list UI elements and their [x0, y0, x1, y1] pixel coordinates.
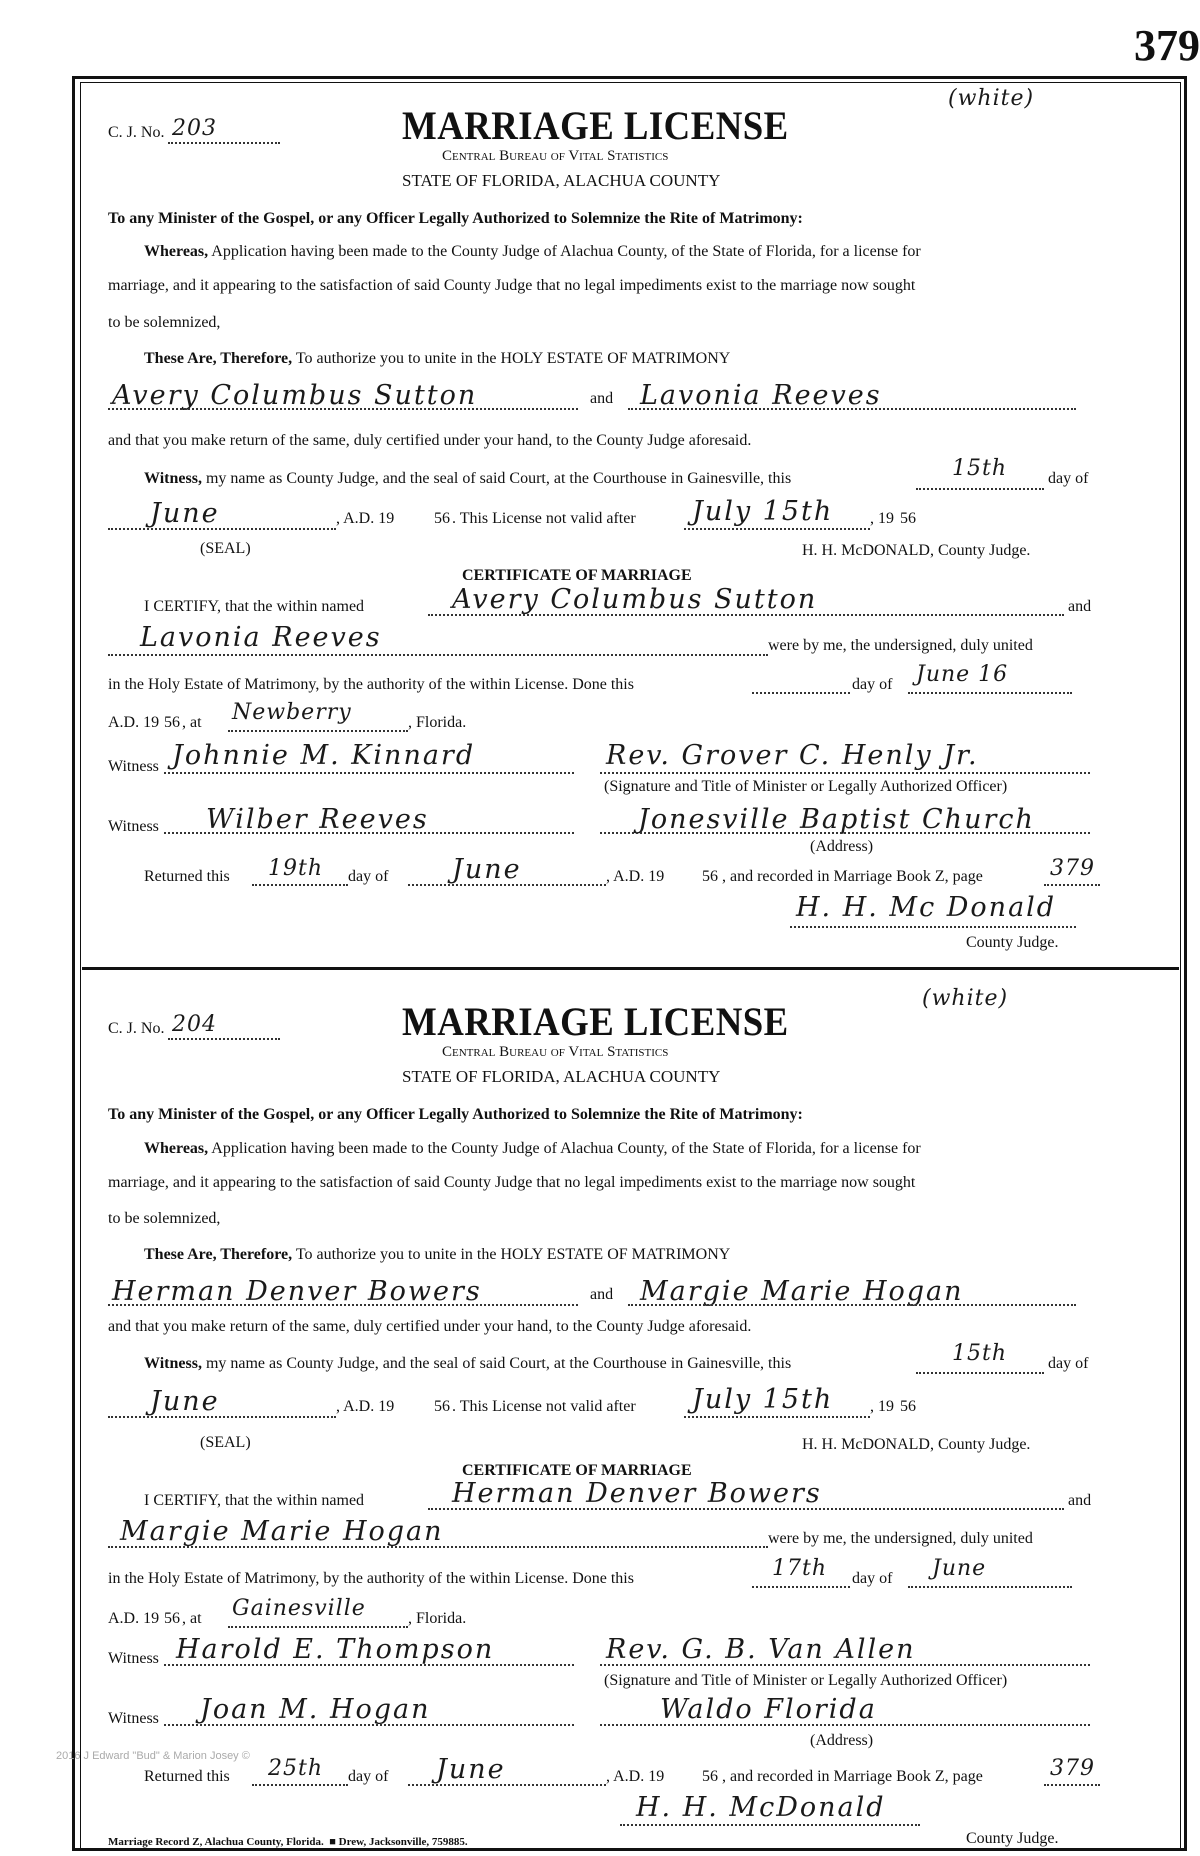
copyright-watermark: 2016 J Edward "Bud" & Marion Josey © [56, 1750, 250, 1762]
certify-label: I CERTIFY, that the within named [144, 1492, 365, 1509]
done-day-of: day of [852, 1570, 893, 1587]
and-word: and [590, 390, 614, 407]
holy-estate-line: in the Holy Estate of Matrimony, by the authority of the within License. Done this [108, 676, 634, 693]
license-title: MARRIAGE LICENSE [402, 103, 789, 148]
these-are-line: These Are, Therefore, To authorize you to unite in the HOLY ESTATE OF MATRIMONY [144, 350, 731, 367]
ad-year: 56 [434, 510, 450, 527]
witness-2-label: Witness [108, 818, 159, 835]
witness-line: Witness, my name as County Judge, and the seal of said Court, at the Courthouse in Gainesville, this [144, 470, 792, 487]
address-caption: (Address) [810, 1732, 874, 1749]
and-word-2: and [1068, 598, 1092, 615]
done-month: June [932, 1556, 987, 1581]
cj-number: 204 [172, 1012, 217, 1037]
judge-signature: H. H. Mc Donald [796, 892, 1057, 923]
license-day: 15th [952, 456, 1008, 481]
minister-signature: Rev. Grover C. Henly Jr. [606, 740, 979, 771]
recorded-prefix: , A.D. 19 [606, 1768, 665, 1785]
return-line: and that you make return of the same, duly certified under your hand, to the County Judge aforesaid. [108, 1318, 752, 1335]
address-line: To any Minister of the Gospel, or any Officer Legally Authorized to Solemnize the Rite of Matrimony: [108, 1106, 803, 1123]
whereas-line-2: marriage, and it appearing to the satisfaction of said County Judge that no legal impediments exist to the marriage now sought [108, 277, 916, 294]
signature-caption: (Signature and Title of Minister or Legally Authorized Officer) [604, 1672, 1008, 1689]
state-line: STATE OF FLORIDA, ALACHUA COUNTY [402, 171, 721, 190]
judge-name: H. H. McDONALD, County Judge. [802, 1436, 1031, 1453]
race-note: (white) [948, 86, 1035, 111]
whereas-line-1: Whereas, Application having been made to the County Judge of Alachua County, of the State of Florida, for a license for [144, 1140, 921, 1157]
expiry-year: 56 [900, 1398, 916, 1415]
ad2-year: 56 [164, 714, 180, 731]
florida-label: , Florida. [408, 1610, 467, 1627]
certify-label: I CERTIFY, that the within named [144, 598, 365, 615]
witness-1-name: Johnnie M. Kinnard [172, 740, 476, 771]
marriage-place: Gainesville [232, 1596, 366, 1621]
license-title: MARRIAGE LICENSE [402, 999, 789, 1044]
judge-name: H. H. McDONALD, County Judge. [802, 542, 1031, 559]
page-number: 379 [1134, 21, 1200, 70]
done-month: June 16 [916, 662, 1009, 687]
cert-groom-name: Avery Columbus Sutton [452, 584, 818, 615]
and-word: and [590, 1286, 614, 1303]
witness-line: Witness, my name as County Judge, and the seal of said Court, at the Courthouse in Gainesville, this [144, 1355, 792, 1372]
judge-signature: H. H. McDonald [636, 1792, 886, 1823]
not-valid-label: . This License not valid after [452, 510, 636, 527]
ad2-label: A.D. 19 [108, 1610, 160, 1627]
expiry-year-prefix: , 19 [870, 1398, 894, 1415]
cj-label: C. J. No. [108, 124, 165, 141]
recorded-text: , and recorded in Marriage Book Z, page [722, 868, 983, 885]
groom-name: Herman Denver Bowers [112, 1276, 482, 1307]
were-by-me: were by me, the undersigned, duly united [768, 637, 1033, 654]
whereas-line-1: Whereas, Application having been made to the County Judge of Alachua County, of the State of Florida, for a license for [144, 243, 921, 260]
state-line: STATE OF FLORIDA, ALACHUA COUNTY [402, 1067, 721, 1086]
florida-label: , Florida. [408, 714, 467, 731]
were-by-me: were by me, the undersigned, duly united [768, 1530, 1033, 1547]
address-line: To any Minister of the Gospel, or any Officer Legally Authorized to Solemnize the Rite of Matrimony: [108, 210, 803, 227]
county-judge-label: County Judge. [966, 1830, 1059, 1847]
recorded-year: 56 [702, 1768, 718, 1785]
day-of: day of [1048, 1355, 1089, 1372]
ad2-label: A.D. 19 [108, 714, 160, 731]
bureau-line: Central Bureau of Vital Statistics [442, 148, 669, 164]
recorded-year: 56 [702, 868, 718, 885]
expiry-year: 56 [900, 510, 916, 527]
ad-year: 56 [434, 1398, 450, 1415]
returned-month: June [436, 1754, 506, 1785]
returned-label: Returned this [144, 868, 230, 885]
cert-bride-name: Lavonia Reeves [140, 622, 382, 653]
license-month: June [150, 1386, 220, 1417]
race-note: (white) [922, 986, 1009, 1011]
expiry-year-prefix: , 19 [870, 510, 894, 527]
witness-2-name: Joan M. Hogan [200, 1694, 431, 1725]
recorded-prefix: , A.D. 19 [606, 868, 665, 885]
returned-day: 25th [268, 1756, 324, 1781]
marriage-place: Newberry [232, 700, 352, 725]
returned-day-of: day of [348, 1768, 389, 1785]
witness-2-name: Wilber Reeves [206, 804, 429, 835]
these-are-line: These Are, Therefore, To authorize you to unite in the HOLY ESTATE OF MATRIMONY [144, 1246, 731, 1263]
witness-2-label: Witness [108, 1710, 159, 1727]
done-day-of: day of [852, 676, 893, 693]
bureau-line: Central Bureau of Vital Statistics [442, 1044, 669, 1060]
witness-1-name: Harold E. Thompson [176, 1634, 495, 1665]
recorded-text: , and recorded in Marriage Book Z, page [722, 1768, 983, 1785]
ad-label: , A.D. 19 [336, 1398, 395, 1415]
minister-address: Waldo Florida [660, 1694, 877, 1725]
holy-estate-line: in the Holy Estate of Matrimony, by the authority of the within License. Done this [108, 1570, 634, 1587]
cj-label: C. J. No. [108, 1020, 165, 1037]
witness-1-label: Witness [108, 758, 159, 775]
not-valid-label: . This License not valid after [452, 1398, 636, 1415]
license-month: June [150, 498, 220, 529]
at-label: , at [182, 714, 202, 731]
returned-month: June [452, 854, 522, 885]
record-note: Marriage Record Z, Alachua County, Florida. ■ Drew, Jacksonville, 759885. [108, 1836, 468, 1848]
minister-address: Jonesville Baptist Church [638, 804, 1035, 835]
done-day: 17th [772, 1556, 828, 1581]
recorded-page: 379 [1050, 1756, 1095, 1781]
bride-name: Margie Marie Hogan [640, 1276, 964, 1307]
bride-name: Lavonia Reeves [640, 380, 882, 411]
witness-1-label: Witness [108, 1650, 159, 1667]
expiry-date: July 15th [692, 496, 834, 527]
whereas-line-3: to be solemnized, [108, 1210, 221, 1227]
cj-number: 203 [172, 116, 217, 141]
minister-signature: Rev. G. B. Van Allen [606, 1634, 916, 1665]
returned-day: 19th [268, 856, 324, 881]
certificate-title: CERTIFICATE OF MARRIAGE [462, 1462, 692, 1479]
recorded-page: 379 [1050, 856, 1095, 881]
county-judge-label: County Judge. [966, 934, 1059, 951]
day-of: day of [1048, 470, 1089, 487]
ad-label: , A.D. 19 [336, 510, 395, 527]
and-word-2: and [1068, 1492, 1092, 1509]
ad2-year: 56 [164, 1610, 180, 1627]
returned-label: Returned this [144, 1768, 230, 1785]
expiry-date: July 15th [692, 1384, 834, 1415]
whereas-line-2: marriage, and it appearing to the satisfaction of said County Judge that no legal impediments exist to the marriage now sought [108, 1174, 916, 1191]
cert-bride-name: Margie Marie Hogan [120, 1516, 444, 1547]
certificate-title: CERTIFICATE OF MARRIAGE [462, 567, 692, 584]
seal-label: (SEAL) [200, 1434, 251, 1451]
at-label: , at [182, 1610, 202, 1627]
license-separator [82, 967, 1179, 970]
groom-name: Avery Columbus Sutton [112, 380, 478, 411]
printer-mark-icon: ■ [329, 1836, 336, 1848]
return-line: and that you make return of the same, duly certified under your hand, to the County Judge aforesaid. [108, 432, 752, 449]
whereas-line-3: to be solemnized, [108, 314, 221, 331]
seal-label: (SEAL) [200, 540, 251, 557]
returned-day-of: day of [348, 868, 389, 885]
address-caption: (Address) [810, 838, 874, 855]
signature-caption: (Signature and Title of Minister or Legally Authorized Officer) [604, 778, 1008, 795]
license-day: 15th [952, 1341, 1008, 1366]
cert-groom-name: Herman Denver Bowers [452, 1478, 822, 1509]
